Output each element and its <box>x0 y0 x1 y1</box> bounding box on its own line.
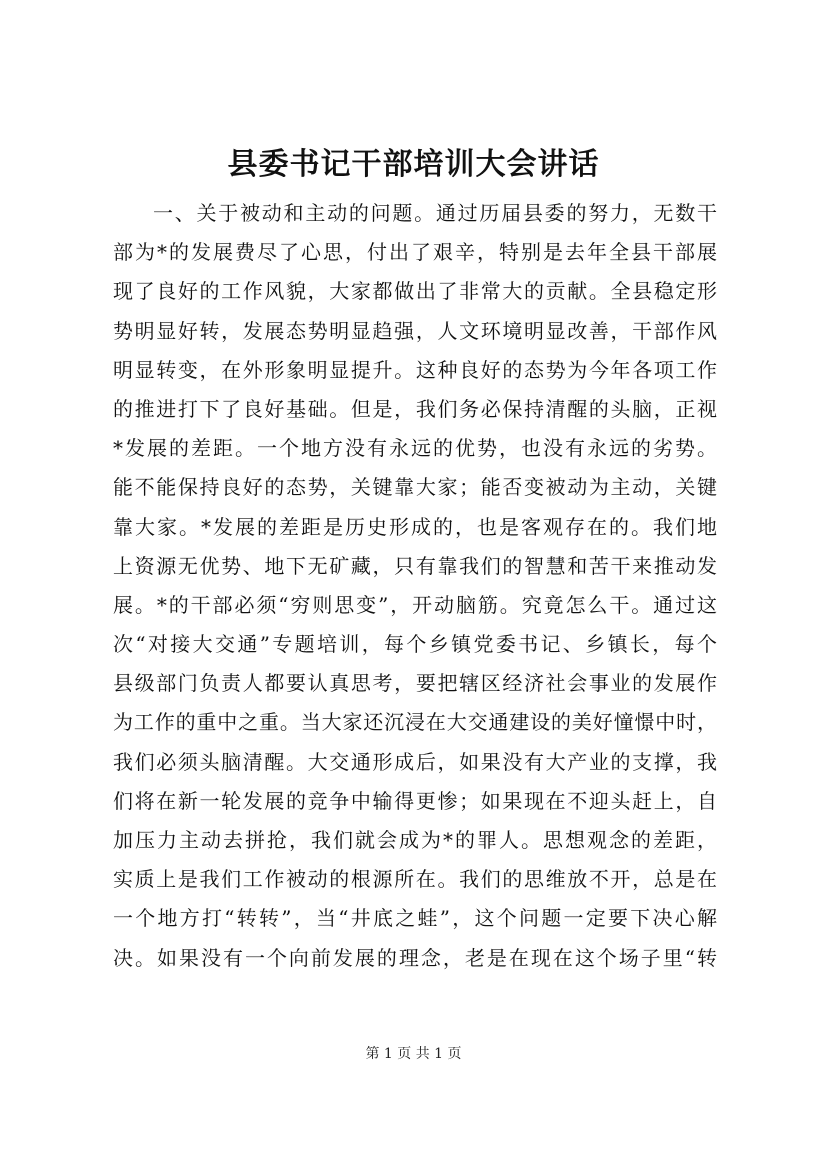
body-line: 次“对接大交通”专题培训，每个乡镇党委书记、乡镇长，每个 <box>113 632 717 657</box>
body-line: 我们必须头脑清醒。大交通形成后，如果没有大产业的支撑，我 <box>113 749 717 774</box>
body-line: 能不能保持良好的态势，关键靠大家；能否变被动为主动，关键 <box>113 475 717 500</box>
body-line: *发展的差距。一个地方没有永远的优势，也没有永远的劣势。 <box>113 436 717 461</box>
body-line: 现了良好的工作风貌，大家都做出了非常大的贡献。全县稳定形 <box>113 279 717 304</box>
document-title: 县委书记干部培训大会讲话 <box>227 147 600 182</box>
body-line: 靠大家。*发展的差距是历史形成的，也是客观存在的。我们地 <box>113 514 717 539</box>
body-line: 展。*的干部必须“穷则思变”，开动脑筋。究竟怎么干。通过这 <box>113 592 717 617</box>
document-body <box>113 194 717 978</box>
body-line: 一、关于被动和主动的问题。通过历届县委的努力，无数干 <box>153 201 717 225</box>
body-line: 上资源无优势、地下无矿藏，只有靠我们的智慧和苦干来推动发 <box>113 553 717 578</box>
body-line: 县级部门负责人都要认真思考，要把辖区经济社会事业的发展作 <box>113 671 717 696</box>
body-line: 一个地方打“转转”，当“井底之蛙”，这个问题一定要下决心解 <box>113 906 717 931</box>
body-line: 加压力主动去拼抢，我们就会成为*的罪人。思想观念的差距， <box>113 828 717 852</box>
page-footer: 第 1 页 共 1 页 <box>365 1046 462 1062</box>
body-line: 实质上是我们工作被动的根源所在。我们的思维放不开，总是在 <box>113 867 717 892</box>
body-line: 势明显好转，发展态势明显趋强，人文环境明显改善，干部作风 <box>113 318 717 343</box>
body-line: 明显转变，在外形象明显提升。这种良好的态势为今年各项工作 <box>113 357 717 382</box>
body-line: 为工作的重中之重。当大家还沉浸在大交通建设的美好憧憬中时， <box>113 710 717 735</box>
body-line: 的推进打下了良好基础。但是，我们务必保持清醒的头脑，正视 <box>113 396 717 421</box>
body-line: 决。如果没有一个向前发展的理念，老是在现在这个场子里“转 <box>113 945 717 970</box>
body-line: 部为*的发展费尽了心思，付出了艰辛，特别是去年全县干部展 <box>113 240 717 265</box>
body-line: 们将在新一轮发展的竞争中输得更惨；如果现在不迎头赶上，自 <box>113 788 717 813</box>
